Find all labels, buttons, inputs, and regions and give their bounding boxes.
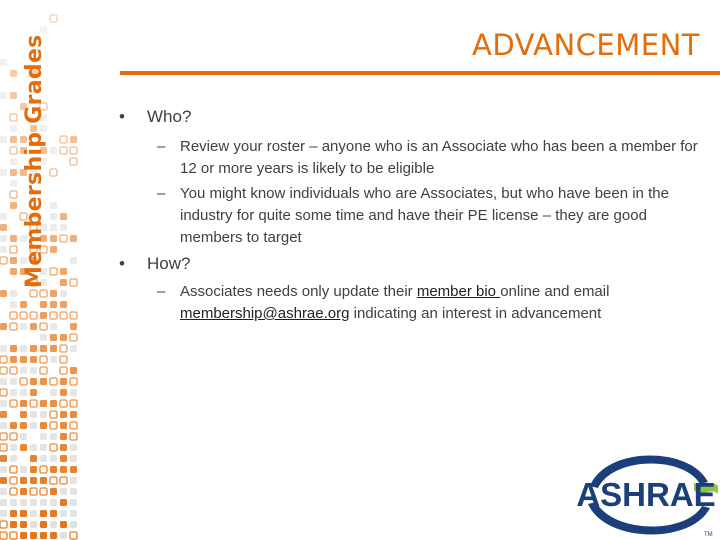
pattern-dot bbox=[0, 521, 7, 528]
pattern-dot bbox=[50, 213, 57, 220]
pattern-dot bbox=[0, 455, 7, 462]
pattern-dot bbox=[40, 356, 47, 363]
pattern-dot bbox=[50, 477, 57, 484]
pattern-dot bbox=[70, 521, 77, 528]
dash-marker: – bbox=[157, 185, 166, 202]
pattern-dot bbox=[20, 323, 27, 330]
dash-marker: – bbox=[157, 138, 166, 155]
pattern-dot bbox=[40, 488, 47, 495]
pattern-dot bbox=[50, 147, 57, 154]
pattern-dot bbox=[10, 356, 17, 363]
sub-item-text bbox=[180, 281, 702, 325]
pattern-dot bbox=[40, 477, 47, 484]
pattern-dot bbox=[70, 323, 77, 330]
bullet-marker: • bbox=[119, 254, 125, 273]
pattern-dot bbox=[0, 411, 7, 418]
pattern-dot bbox=[60, 136, 67, 143]
pattern-dot bbox=[60, 444, 67, 451]
pattern-dot bbox=[60, 334, 67, 341]
pattern-dot bbox=[50, 378, 57, 385]
pattern-dot bbox=[60, 268, 67, 275]
pattern-dot bbox=[10, 433, 17, 440]
pattern-dot bbox=[30, 444, 37, 451]
pattern-dot bbox=[20, 301, 27, 308]
pattern-dot bbox=[20, 356, 27, 363]
pattern-dot bbox=[10, 180, 17, 187]
sub-item-text: Review your roster – anyone who is an Associate who has been a member for 12 or more years is likely to be eligible bbox=[180, 138, 698, 177]
pattern-dot bbox=[40, 466, 47, 473]
pattern-dot bbox=[20, 422, 27, 429]
pattern-dot bbox=[50, 488, 57, 495]
pattern-dot bbox=[10, 444, 17, 451]
ashrae-logo bbox=[576, 438, 720, 540]
logo-text: ASHRAE bbox=[576, 476, 716, 513]
pattern-dot bbox=[20, 499, 27, 506]
pattern-dot bbox=[50, 246, 57, 253]
pattern-dot bbox=[0, 224, 7, 231]
text-run: online and email bbox=[500, 283, 610, 300]
pattern-dot bbox=[10, 532, 17, 539]
pattern-dot bbox=[40, 433, 47, 440]
sub-item bbox=[157, 136, 702, 180]
pattern-dot bbox=[60, 411, 67, 418]
pattern-dot bbox=[10, 488, 17, 495]
pattern-dot bbox=[70, 136, 77, 143]
pattern-dot bbox=[30, 367, 37, 374]
pattern-dot bbox=[30, 466, 37, 473]
pattern-dot bbox=[50, 499, 57, 506]
pattern-dot bbox=[20, 433, 27, 440]
pattern-dot bbox=[0, 136, 7, 143]
pattern-dot bbox=[0, 389, 7, 396]
pattern-dot bbox=[60, 488, 67, 495]
pattern-dot bbox=[50, 169, 57, 176]
pattern-dot bbox=[50, 521, 57, 528]
pattern-dot bbox=[0, 345, 7, 352]
pattern-dot bbox=[0, 433, 7, 440]
pattern-dot bbox=[60, 466, 67, 473]
pattern-dot bbox=[60, 312, 67, 319]
pattern-dot bbox=[40, 290, 47, 297]
section-title-vertical: Membership Grades bbox=[22, 34, 47, 288]
pattern-dot bbox=[30, 510, 37, 517]
pattern-dot bbox=[60, 345, 67, 352]
pattern-dot bbox=[10, 114, 17, 121]
pattern-dot bbox=[20, 312, 27, 319]
pattern-dot bbox=[60, 356, 67, 363]
logo-tm: TM bbox=[704, 532, 713, 538]
pattern-dot bbox=[70, 477, 77, 484]
pattern-dot bbox=[50, 389, 57, 396]
pattern-dot bbox=[10, 422, 17, 429]
pattern-dot bbox=[40, 312, 47, 319]
pattern-dot bbox=[70, 499, 77, 506]
pattern-dot bbox=[60, 422, 67, 429]
pattern-dot bbox=[20, 389, 27, 396]
text-run: indicating an interest in advancement bbox=[349, 305, 602, 322]
pattern-dot bbox=[0, 532, 7, 539]
pattern-dot bbox=[50, 444, 57, 451]
pattern-dot bbox=[30, 411, 37, 418]
pattern-dot bbox=[50, 202, 57, 209]
pattern-dot bbox=[70, 257, 77, 264]
pattern-dot bbox=[70, 411, 77, 418]
pattern-dot bbox=[10, 92, 17, 99]
pattern-dot bbox=[60, 455, 67, 462]
pattern-dot bbox=[10, 510, 17, 517]
pattern-dot bbox=[10, 323, 17, 330]
pattern-dot bbox=[50, 290, 57, 297]
pattern-dot bbox=[0, 499, 7, 506]
pattern-dot bbox=[70, 389, 77, 396]
pattern-dot bbox=[30, 477, 37, 484]
pattern-dot bbox=[60, 521, 67, 528]
pattern-dot bbox=[30, 389, 37, 396]
pattern-dot bbox=[40, 444, 47, 451]
pattern-dot bbox=[50, 312, 57, 319]
pattern-dot bbox=[50, 400, 57, 407]
pattern-dot bbox=[30, 312, 37, 319]
pattern-dot bbox=[70, 488, 77, 495]
pattern-dot bbox=[20, 532, 27, 539]
title-underline bbox=[120, 71, 720, 75]
pattern-dot bbox=[60, 378, 67, 385]
pattern-dot bbox=[10, 389, 17, 396]
pattern-dot bbox=[70, 444, 77, 451]
pattern-dot bbox=[10, 499, 17, 506]
pattern-dot bbox=[70, 367, 77, 374]
pattern-dot bbox=[60, 433, 67, 440]
pattern-dot bbox=[50, 356, 57, 363]
pattern-dot bbox=[30, 356, 37, 363]
pattern-dot bbox=[0, 378, 7, 385]
pattern-dot bbox=[40, 510, 47, 517]
pattern-dot bbox=[10, 158, 17, 165]
pattern-dot bbox=[10, 136, 17, 143]
pattern-dot bbox=[30, 323, 37, 330]
pattern-dot bbox=[30, 378, 37, 385]
pattern-dot bbox=[50, 224, 57, 231]
pattern-dot bbox=[20, 477, 27, 484]
pattern-dot bbox=[10, 268, 17, 275]
pattern-dot bbox=[60, 510, 67, 517]
pattern-dot bbox=[20, 411, 27, 418]
pattern-dot bbox=[70, 466, 77, 473]
pattern-dot bbox=[40, 532, 47, 539]
dash-marker: – bbox=[157, 283, 166, 300]
pattern-dot bbox=[40, 422, 47, 429]
pattern-dot bbox=[20, 510, 27, 517]
pattern-dot bbox=[70, 532, 77, 539]
pattern-dot bbox=[40, 301, 47, 308]
pattern-dot bbox=[60, 400, 67, 407]
pattern-dot bbox=[0, 444, 7, 451]
pattern-dot bbox=[40, 334, 47, 341]
text-run: Associates needs only update their bbox=[180, 283, 417, 300]
pattern-dot bbox=[30, 345, 37, 352]
pattern-dot bbox=[50, 301, 57, 308]
pattern-dot bbox=[50, 455, 57, 462]
pattern-dot bbox=[0, 290, 7, 297]
pattern-dot bbox=[30, 532, 37, 539]
slide-title: ADVANCEMENT bbox=[472, 28, 700, 62]
pattern-dot bbox=[10, 246, 17, 253]
pattern-dot bbox=[10, 521, 17, 528]
pattern-dot bbox=[10, 301, 17, 308]
bullet-label: Who? bbox=[147, 107, 192, 126]
pattern-dot bbox=[10, 466, 17, 473]
pattern-dot bbox=[10, 455, 17, 462]
pattern-dot bbox=[10, 125, 17, 132]
membership-email-link[interactable]: membership@ashrae.org bbox=[180, 305, 350, 322]
sub-item bbox=[157, 183, 702, 249]
pattern-dot bbox=[40, 378, 47, 385]
pattern-dot bbox=[50, 15, 57, 22]
pattern-dot bbox=[60, 224, 67, 231]
pattern-dot bbox=[0, 356, 7, 363]
pattern-dot bbox=[70, 345, 77, 352]
pattern-dot bbox=[60, 499, 67, 506]
pattern-dot bbox=[40, 521, 47, 528]
pattern-dot bbox=[70, 235, 77, 242]
pattern-dot bbox=[40, 400, 47, 407]
pattern-dot bbox=[20, 488, 27, 495]
bullet-marker: • bbox=[119, 107, 125, 126]
pattern-dot bbox=[0, 367, 7, 374]
bullet-who bbox=[119, 107, 191, 127]
pattern-dot bbox=[10, 70, 17, 77]
pattern-dot bbox=[30, 290, 37, 297]
pattern-dot bbox=[60, 147, 67, 154]
pattern-dot bbox=[0, 169, 7, 176]
pattern-dot bbox=[20, 521, 27, 528]
pattern-dot bbox=[60, 290, 67, 297]
pattern-dot bbox=[0, 235, 7, 242]
pattern-dot bbox=[50, 510, 57, 517]
member-bio-link[interactable]: member bio bbox=[416, 283, 501, 300]
pattern-dot bbox=[20, 367, 27, 374]
pattern-dot bbox=[10, 400, 17, 407]
pattern-dot bbox=[30, 455, 37, 462]
pattern-dot bbox=[70, 312, 77, 319]
pattern-dot bbox=[20, 378, 27, 385]
pattern-dot bbox=[70, 279, 77, 286]
pattern-dot bbox=[40, 455, 47, 462]
bullet-how bbox=[119, 254, 190, 274]
pattern-dot bbox=[0, 92, 7, 99]
pattern-dot bbox=[50, 466, 57, 473]
pattern-dot bbox=[50, 422, 57, 429]
pattern-dot bbox=[50, 235, 57, 242]
pattern-dot bbox=[70, 334, 77, 341]
pattern-dot bbox=[50, 268, 57, 275]
pattern-dot bbox=[70, 455, 77, 462]
pattern-dot bbox=[70, 400, 77, 407]
pattern-dot bbox=[0, 213, 7, 220]
pattern-dot bbox=[70, 147, 77, 154]
pattern-dot bbox=[0, 257, 7, 264]
pattern-dot bbox=[20, 444, 27, 451]
pattern-dot bbox=[20, 345, 27, 352]
pattern-dot bbox=[40, 345, 47, 352]
pattern-dot bbox=[10, 202, 17, 209]
pattern-dot bbox=[60, 235, 67, 242]
pattern-dot bbox=[50, 323, 57, 330]
pattern-dot bbox=[60, 279, 67, 286]
pattern-dot bbox=[30, 400, 37, 407]
pattern-dot bbox=[0, 488, 7, 495]
pattern-dot bbox=[10, 147, 17, 154]
pattern-dot bbox=[60, 532, 67, 539]
pattern-dot bbox=[40, 499, 47, 506]
pattern-dot bbox=[70, 422, 77, 429]
pattern-dot bbox=[0, 400, 7, 407]
pattern-dot bbox=[40, 411, 47, 418]
pattern-dot bbox=[70, 510, 77, 517]
pattern-dot bbox=[50, 411, 57, 418]
pattern-dot bbox=[30, 422, 37, 429]
pattern-dot bbox=[60, 213, 67, 220]
pattern-dot bbox=[70, 158, 77, 165]
pattern-dot bbox=[0, 477, 7, 484]
pattern-dot bbox=[10, 367, 17, 374]
pattern-dot bbox=[10, 235, 17, 242]
pattern-dot bbox=[0, 510, 7, 517]
pattern-dot bbox=[30, 521, 37, 528]
pattern-dot bbox=[0, 422, 7, 429]
pattern-dot bbox=[0, 323, 7, 330]
sub-item-text: You might know individuals who are Associates, but who have been in the industry for quite some time and have their PE license – they are good members to target bbox=[180, 185, 669, 246]
pattern-dot bbox=[0, 466, 7, 473]
pattern-dot bbox=[10, 169, 17, 176]
pattern-dot bbox=[10, 290, 17, 297]
pattern-dot bbox=[0, 59, 7, 66]
pattern-dot bbox=[10, 191, 17, 198]
pattern-dot bbox=[10, 378, 17, 385]
pattern-dot bbox=[40, 26, 47, 33]
pattern-dot bbox=[10, 345, 17, 352]
pattern-dot bbox=[10, 312, 17, 319]
pattern-dot bbox=[30, 488, 37, 495]
pattern-dot bbox=[60, 389, 67, 396]
pattern-dot bbox=[60, 367, 67, 374]
pattern-dot bbox=[0, 246, 7, 253]
pattern-dot bbox=[60, 301, 67, 308]
sub-item bbox=[157, 281, 702, 325]
pattern-dot bbox=[40, 323, 47, 330]
pattern-dot bbox=[20, 466, 27, 473]
pattern-dot bbox=[20, 400, 27, 407]
pattern-dot bbox=[70, 433, 77, 440]
pattern-dot bbox=[70, 378, 77, 385]
pattern-dot bbox=[30, 499, 37, 506]
pattern-dot bbox=[40, 367, 47, 374]
pattern-dot bbox=[50, 532, 57, 539]
pattern-dot bbox=[10, 257, 17, 264]
bullet-label: How? bbox=[147, 254, 191, 273]
pattern-dot bbox=[10, 477, 17, 484]
pattern-dot bbox=[50, 433, 57, 440]
pattern-dot bbox=[50, 345, 57, 352]
pattern-dot bbox=[60, 477, 67, 484]
pattern-dot bbox=[50, 334, 57, 341]
